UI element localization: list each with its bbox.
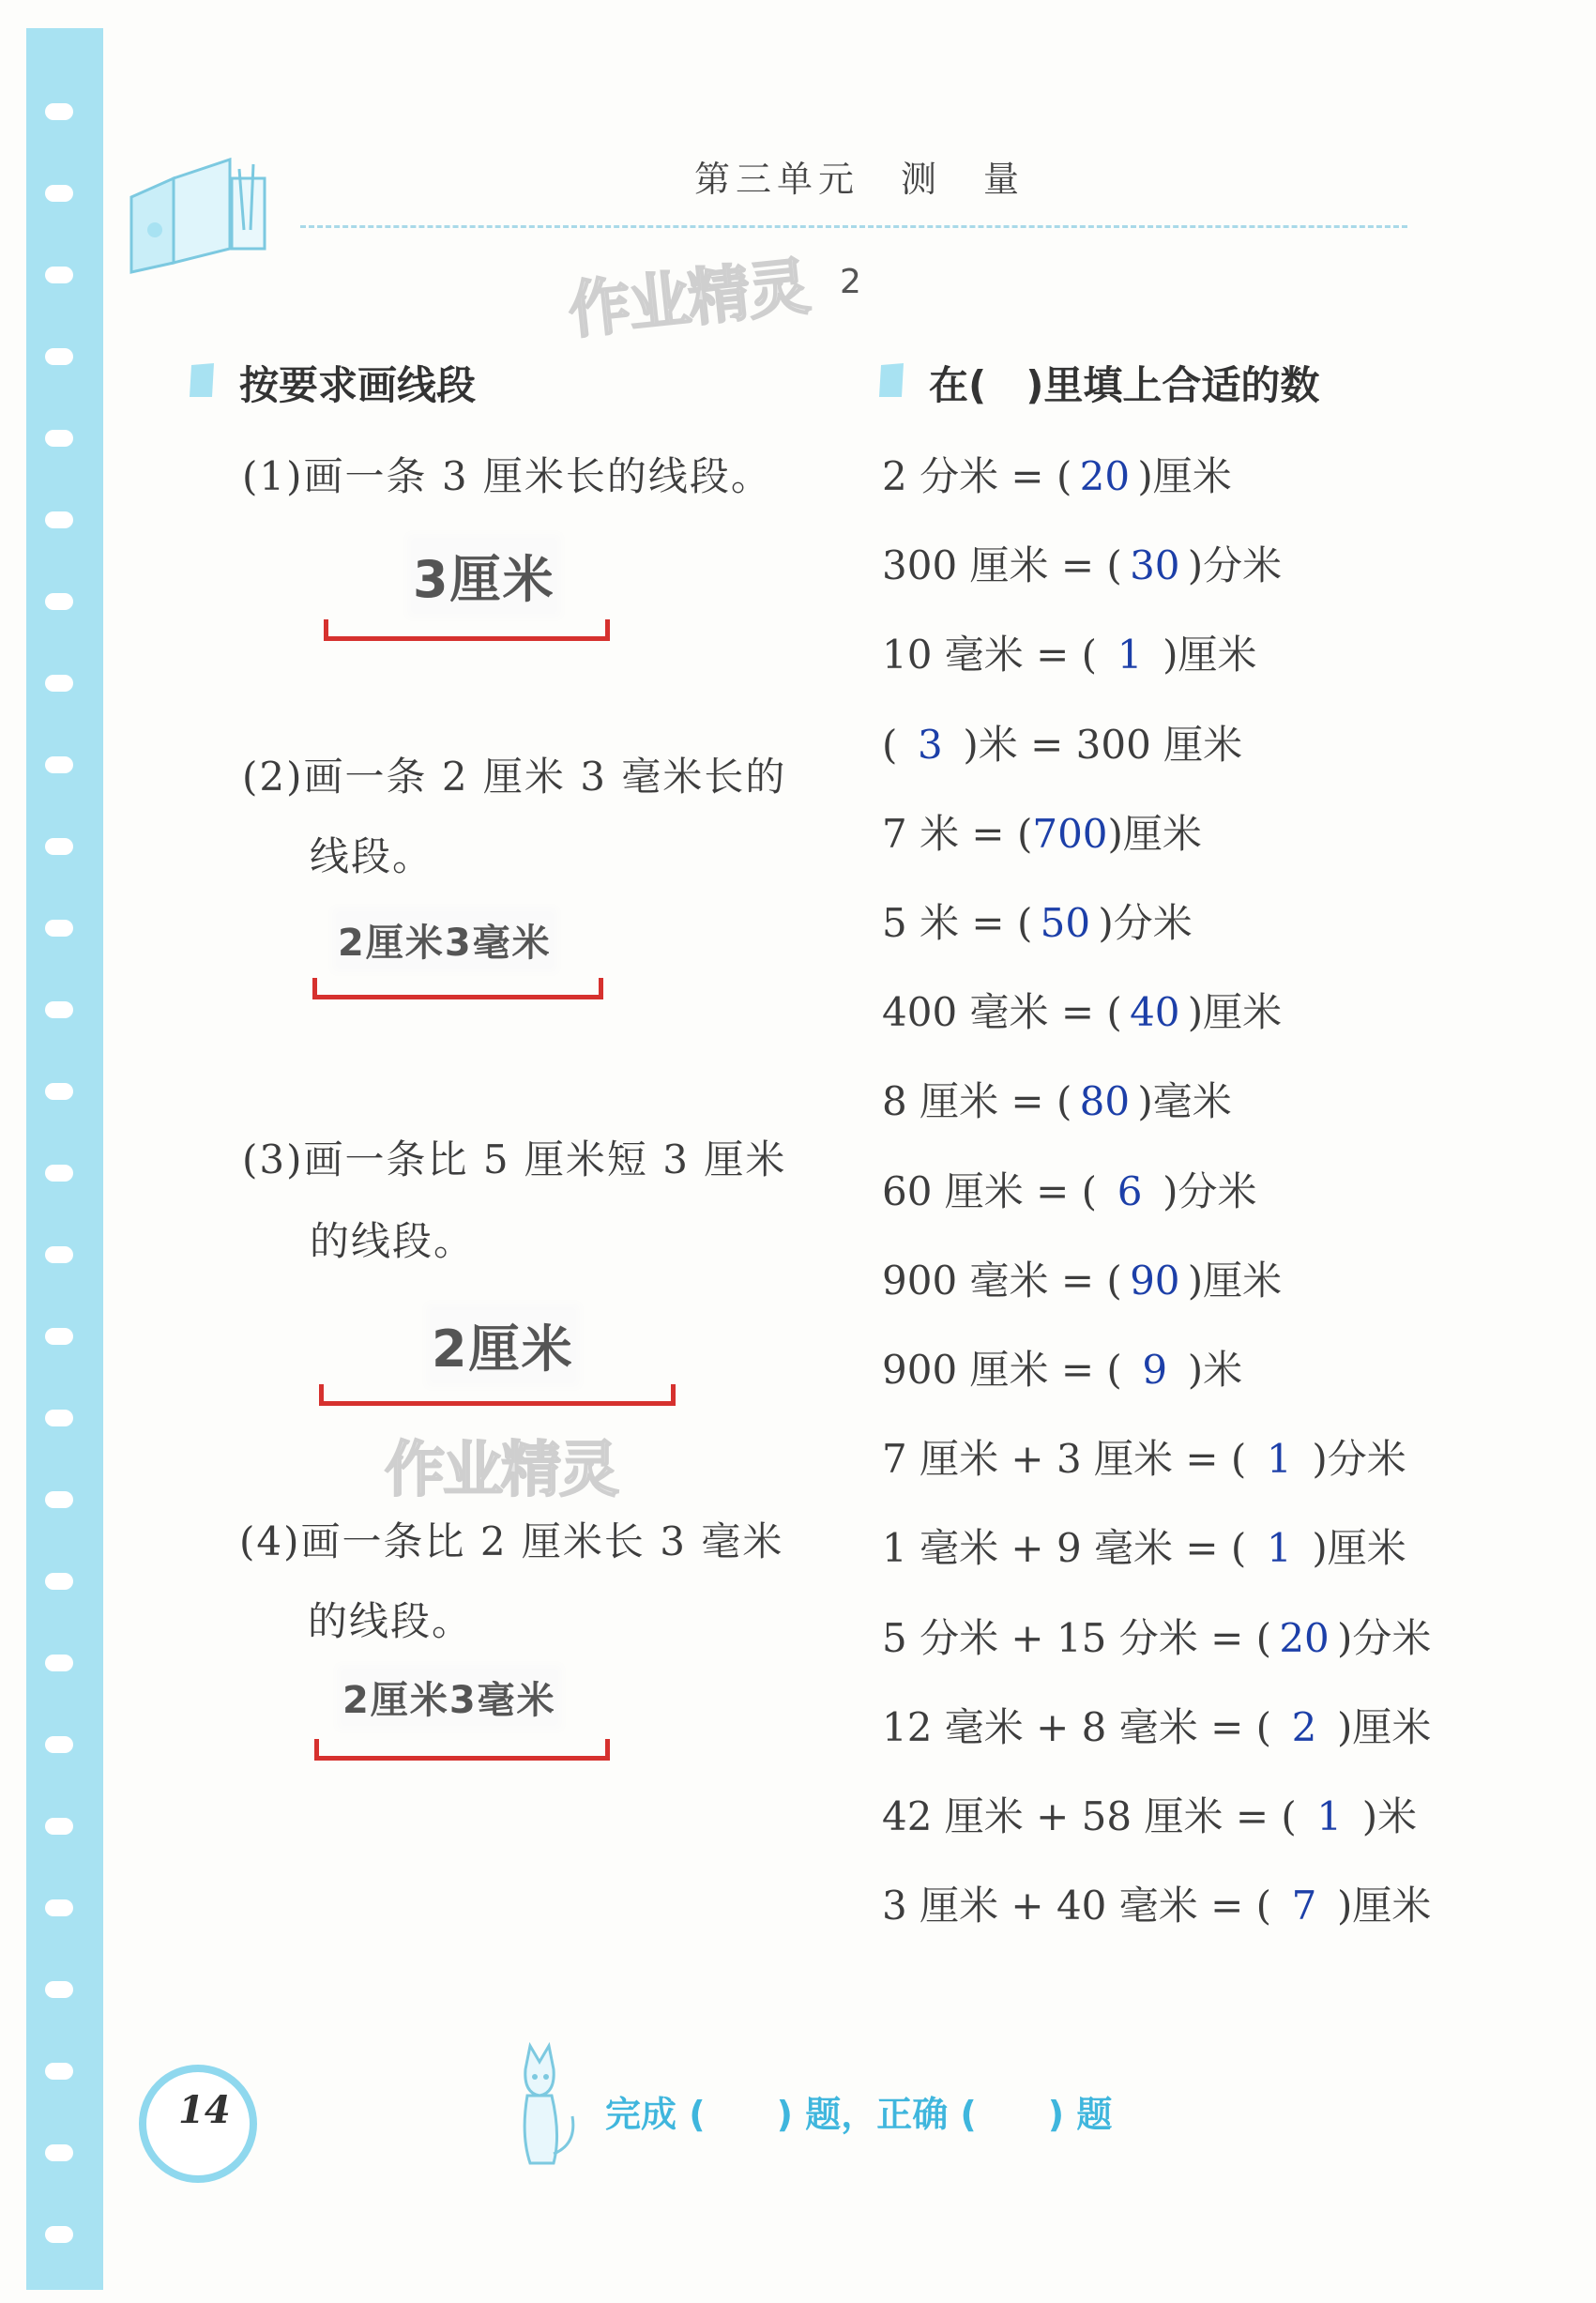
filled-answer: 1 — [1117, 632, 1143, 679]
left-section-title: 按要求画线段 — [239, 362, 477, 408]
conversion-expression: 300 厘米 = ( — [882, 542, 1122, 589]
conversion-unit: )毫米 — [1137, 1078, 1232, 1125]
conversion-unit: )米 = 300 厘米 — [963, 721, 1243, 768]
conversion-unit: )厘米 — [1163, 632, 1257, 679]
binding-hole — [45, 348, 73, 365]
cat-icon — [497, 2041, 582, 2173]
conversion-expression: 5 分米 + 15 分米 = ( — [882, 1614, 1272, 1661]
binding-hole — [45, 1165, 73, 1182]
notebook-illustration-icon — [127, 141, 277, 277]
conversion-expression: 7 厘米 + 3 厘米 = ( — [882, 1436, 1247, 1483]
question-3-line2: 的线段。 — [310, 1218, 476, 1264]
binding-hole — [45, 2226, 73, 2243]
filled-answer: 700 — [1032, 810, 1108, 857]
conversion-row — [882, 1339, 1242, 1396]
binding-hole — [45, 756, 73, 773]
binding-hole — [45, 675, 73, 692]
question-4-line2: 的线段。 — [308, 1598, 474, 1644]
binding-hole — [45, 1491, 73, 1508]
question-2-line2: 线段。 — [310, 833, 434, 879]
binding-hole — [45, 103, 73, 120]
conversion-row — [882, 892, 1193, 949]
filled-answer: 1 — [1266, 1525, 1292, 1572]
watermark-badge: 2 — [840, 263, 861, 301]
binding-hole — [45, 1655, 73, 1671]
conversion-row — [882, 1875, 1431, 1931]
conversion-row — [882, 1697, 1431, 1753]
header-divider — [300, 225, 1407, 228]
binding-hole — [45, 1001, 73, 1018]
conversion-unit: )厘米 — [1107, 810, 1202, 857]
conversion-unit: )厘米 — [1137, 453, 1232, 499]
conversion-row — [882, 803, 1202, 860]
conversion-row — [882, 1161, 1256, 1217]
filled-answer: 9 — [1142, 1347, 1168, 1393]
question-2-line1: (2)画一条 2 厘米 3 毫米长的 — [242, 754, 787, 800]
conversion-row — [882, 1786, 1417, 1842]
binding-hole — [45, 1899, 73, 1916]
answer-2-segment — [312, 978, 603, 999]
section-flag-icon — [877, 361, 907, 399]
filled-answer: 80 — [1079, 1078, 1131, 1125]
watermark-text-top: 作业精灵 — [565, 250, 812, 348]
conversion-unit: )分米 — [1312, 1436, 1406, 1483]
binding-hole — [45, 511, 73, 528]
conversion-row — [882, 714, 1242, 770]
watermark-text-middle: 作业精灵 — [385, 1436, 617, 1505]
binding-strip — [26, 28, 103, 2290]
conversion-expression: 900 厘米 = ( — [882, 1347, 1122, 1393]
conversion-expression: 10 毫米 = ( — [882, 632, 1098, 679]
binding-hole — [45, 920, 73, 937]
conversion-expression: 42 厘米 + 58 厘米 = ( — [882, 1793, 1297, 1839]
conversion-expression: 5 米 = ( — [882, 900, 1033, 946]
binding-hole — [45, 1573, 73, 1590]
conversion-unit: )厘米 — [1337, 1883, 1432, 1929]
binding-hole — [45, 2144, 73, 2161]
binding-hole — [45, 1818, 73, 1835]
binding-hole — [45, 838, 73, 855]
filled-answer: 2 — [1291, 1703, 1317, 1750]
conversion-unit: )厘米 — [1187, 989, 1283, 1036]
progress-text: 完成 ( ) 题，正确 ( ) 题 — [605, 2094, 1113, 2135]
conversion-row — [882, 1608, 1431, 1664]
answer-3-label: 2厘米 — [432, 1309, 574, 1381]
conversion-expression: 2 分米 = ( — [882, 453, 1072, 499]
binding-hole — [45, 267, 73, 283]
unit-title: 第三单元 测 量 — [694, 159, 1026, 200]
binding-hole — [45, 593, 73, 610]
answer-4-label: 2厘米3毫米 — [342, 1670, 556, 1724]
binding-hole — [45, 1981, 73, 1998]
answer-3-segment — [319, 1384, 676, 1406]
conversion-unit: )分米 — [1337, 1614, 1432, 1661]
binding-hole — [45, 430, 73, 447]
binding-hole — [45, 1736, 73, 1753]
filled-answer: 90 — [1130, 1257, 1180, 1304]
conversion-unit: )米 — [1187, 1347, 1243, 1393]
conversion-row — [882, 446, 1232, 502]
conversion-expression: 400 毫米 = ( — [882, 989, 1122, 1036]
conversion-expression: ( — [882, 721, 898, 768]
page-number: 14 — [178, 2088, 231, 2132]
binding-hole — [45, 1246, 73, 1263]
conversion-unit: )厘米 — [1312, 1525, 1406, 1572]
conversion-expression: 60 厘米 = ( — [882, 1167, 1098, 1214]
binding-hole — [45, 1328, 73, 1345]
filled-answer: 30 — [1130, 542, 1180, 589]
conversion-expression: 7 米 = ( — [882, 810, 1033, 857]
filled-answer: 20 — [1079, 453, 1131, 499]
conversion-expression: 12 毫米 + 8 毫米 = ( — [882, 1703, 1272, 1750]
conversion-expression: 900 毫米 = ( — [882, 1257, 1122, 1304]
filled-answer: 20 — [1279, 1614, 1330, 1661]
answer-1-label: 3厘米 — [413, 540, 555, 612]
conversion-row — [882, 535, 1282, 591]
conversion-unit: )分米 — [1187, 542, 1283, 589]
conversion-unit: )分米 — [1098, 900, 1193, 946]
filled-answer: 6 — [1117, 1167, 1143, 1214]
answer-1-segment — [324, 619, 610, 641]
question-1-line1: (1)画一条 3 厘米长的线段。 — [242, 453, 772, 499]
answer-4-segment — [314, 1739, 610, 1761]
filled-answer: 1 — [1266, 1436, 1292, 1483]
conversion-row — [882, 1071, 1232, 1127]
conversion-unit: )分米 — [1163, 1167, 1257, 1214]
conversion-row — [882, 624, 1256, 680]
conversion-expression: 3 厘米 + 40 毫米 = ( — [882, 1883, 1272, 1929]
conversion-row — [882, 1428, 1406, 1485]
conversion-unit: )米 — [1361, 1793, 1418, 1839]
question-3-line1: (3)画一条比 5 厘米短 3 厘米 — [242, 1136, 787, 1182]
answer-2-label: 2厘米3毫米 — [338, 913, 552, 967]
filled-answer: 7 — [1291, 1883, 1317, 1929]
conversion-expression: 8 厘米 = ( — [882, 1078, 1072, 1125]
binding-hole — [45, 2063, 73, 2080]
filled-answer: 3 — [918, 721, 943, 768]
binding-hole — [45, 185, 73, 202]
right-section-title: 在( )里填上合适的数 — [929, 362, 1320, 408]
filled-answer: 50 — [1040, 900, 1091, 946]
conversion-unit: )厘米 — [1187, 1257, 1283, 1304]
conversion-row — [882, 1250, 1282, 1306]
filled-answer: 1 — [1316, 1793, 1343, 1839]
question-4-line1: (4)画一条比 2 厘米长 3 毫米 — [239, 1518, 784, 1564]
binding-hole — [45, 1083, 73, 1100]
conversion-row — [882, 982, 1282, 1038]
binding-hole — [45, 1410, 73, 1426]
conversion-expression: 1 毫米 + 9 毫米 = ( — [882, 1525, 1247, 1572]
filled-answer: 40 — [1130, 989, 1180, 1036]
conversion-row — [882, 1518, 1406, 1574]
conversion-unit: )厘米 — [1337, 1703, 1432, 1750]
section-flag-icon — [188, 361, 218, 399]
